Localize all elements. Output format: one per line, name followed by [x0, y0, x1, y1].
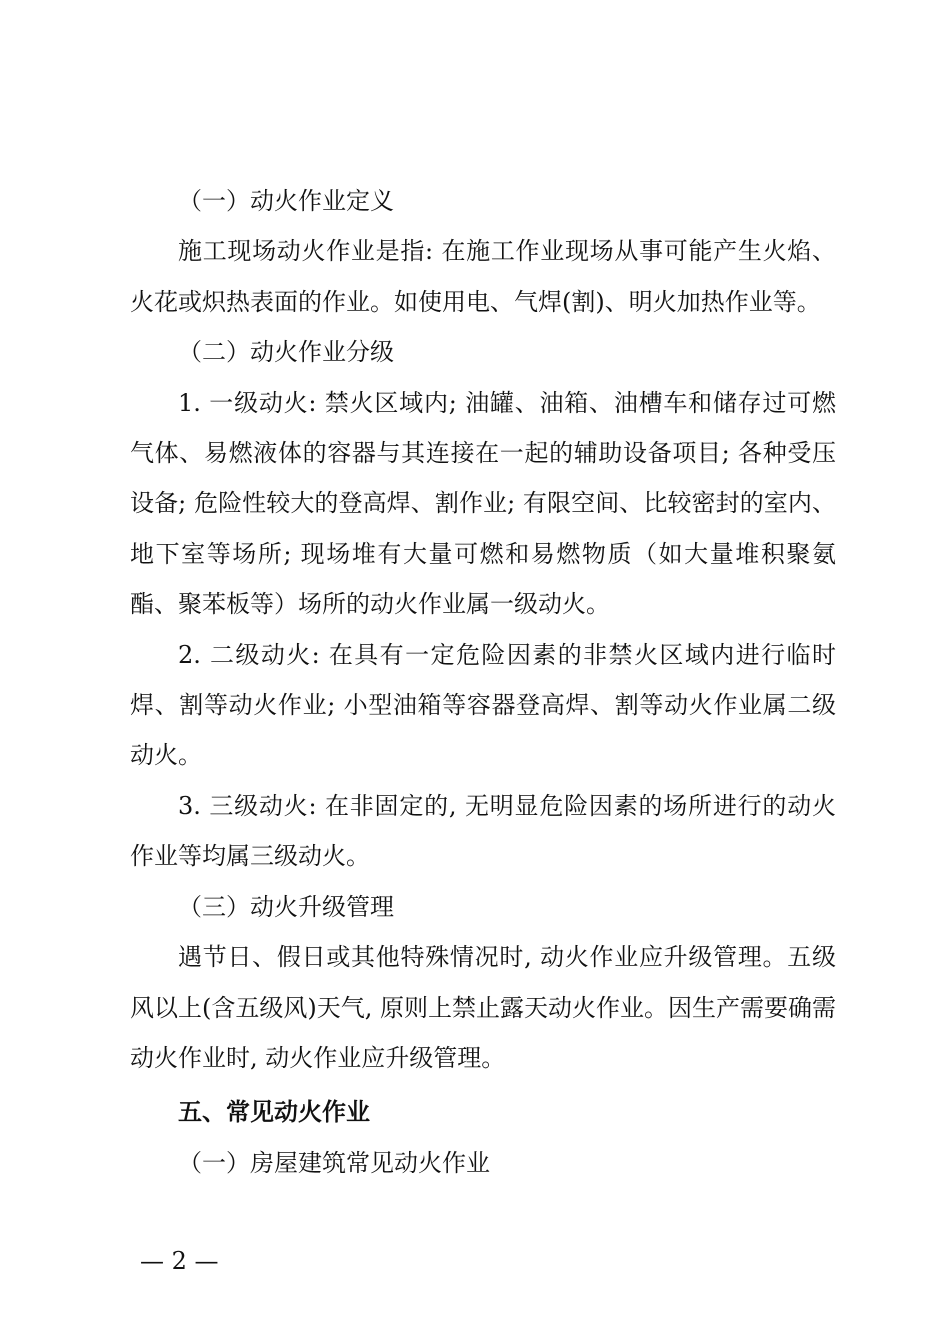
paragraph-level-two-hot-work: 2. 二级动火: 在具有一定危险因素的非禁火区域内进行临时焊、割等动火作业; 小型油箱等容器登高焊、割等动火作业属二级动火。 — [130, 640, 836, 770]
subheading-hot-work-upgrade: （三）动火升级管理 — [178, 892, 394, 921]
paragraph-level-one-hot-work: 1. 一级动火: 禁火区域内; 油罐、油箱、油槽车和储存过可燃气体、易燃液体的容器与其连接在一起的辅助设备项目; 各种受压设备; 危险性较大的登高焊、割作业; 有限空间、比较密封的室内、地下室等场所; 现场堆有大量可燃和易燃物质（如大量堆积聚氨酯、聚苯板等）场所的动火作业属一级动火。 — [130, 388, 836, 619]
paragraph-hot-work-definition: 施工现场动火作业是指: 在施工作业现场从事可能产生火焰、火花或炽热表面的作业。如使用电、气焊(割)、明火加热作业等。 — [130, 237, 836, 316]
subheading-hot-work-definition: （一）动火作业定义 — [178, 187, 394, 215]
page-number: — 2 — — [140, 1247, 219, 1275]
paragraph-level-three-hot-work: 3. 三级动火: 在非固定的, 无明显危险因素的场所进行的动火作业等均属三级动火。 — [130, 791, 836, 871]
paragraph-hot-work-upgrade: 遇节日、假日或其他特殊情况时, 动火作业应升级管理。五级风以上(含五级风)天气, 原则上禁止露天动火作业。因生产需要确需动火作业时, 动火作业应升级管理。 — [130, 943, 836, 1072]
subheading-building-hot-work: （一）房屋建筑常见动火作业 — [178, 1148, 490, 1177]
subheading-hot-work-grading: （二）动火作业分级 — [178, 338, 394, 367]
section-heading-common-hot-work: 五、常见动火作业 — [178, 1098, 370, 1127]
document-body — [130, 176, 836, 1188]
